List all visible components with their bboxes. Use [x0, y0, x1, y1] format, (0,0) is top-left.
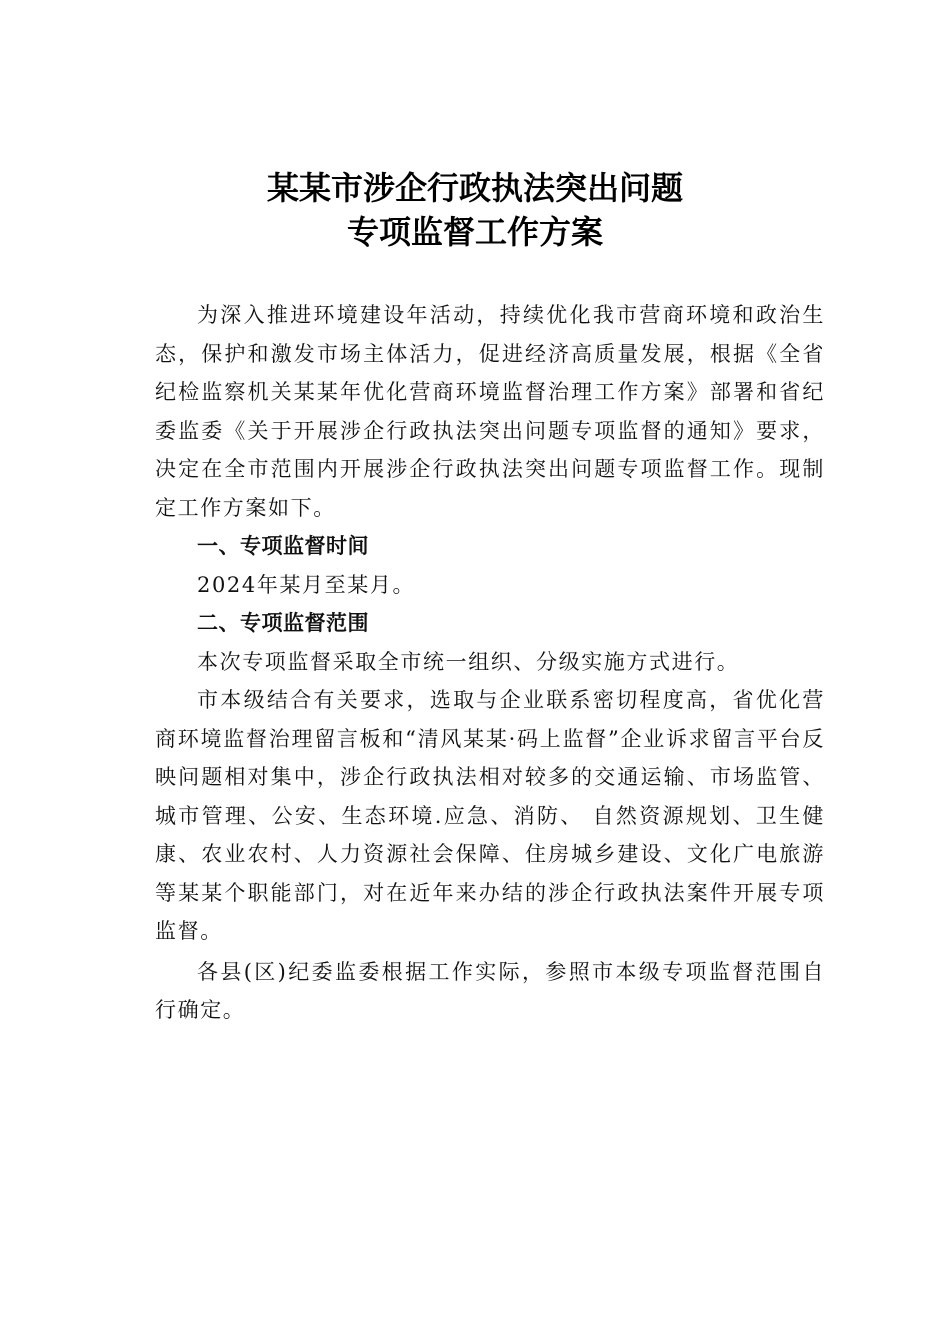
- section1-heading: 一、专项监督时间: [197, 534, 369, 558]
- document-title-line2: 专项监督工作方案: [346, 213, 603, 251]
- section2-paragraph-2: 市本级结合有关要求，选取与企业联系密切程度高，省优化营商环境监督治理留言板和“清风某某·码上监督”企业诉求留言平台反映问题相对集中，涉企行政执法相对较多的交通运输、市场监管、城市管理、公安、生态环境.应急、消防、 自然资源规划、卫生健康、农业农村、人力资源社会保障、住房城乡建设、文化广电旅游等某某个职能部门，对在近年来办结的涉企行政执法案件开展专项监督。: [155, 688, 825, 943]
- section1-text: 2024年某月至某月。: [197, 572, 416, 597]
- document-title-line1: 某某市涉企行政执法突出问题: [266, 169, 683, 207]
- section2-paragraph-3: 各县(区)纪委监委根据工作实际，参照市本级专项监督范围自行确定。: [155, 959, 825, 1022]
- section2-paragraph-1: 本次专项监督采取全市统一组织、分级实施方式进行。: [197, 649, 740, 674]
- section2-heading: 二、专项监督范围: [197, 611, 369, 635]
- document-body: [155, 296, 825, 1030]
- intro-paragraph: 为深入推进环境建设年活动，持续优化我市营商环境和政治生态，保护和激发市场主体活力，促进经济高质量发展，根据《全省纪检监察机关某某年优化营商环境监督治理工作方案》部署和省纪委监委《关于开展涉企行政执法突出问题专项监督的通知》要求，决定在全市范围内开展涉企行政执法突出问题专项监督工作。现制定工作方案如下。: [155, 303, 825, 520]
